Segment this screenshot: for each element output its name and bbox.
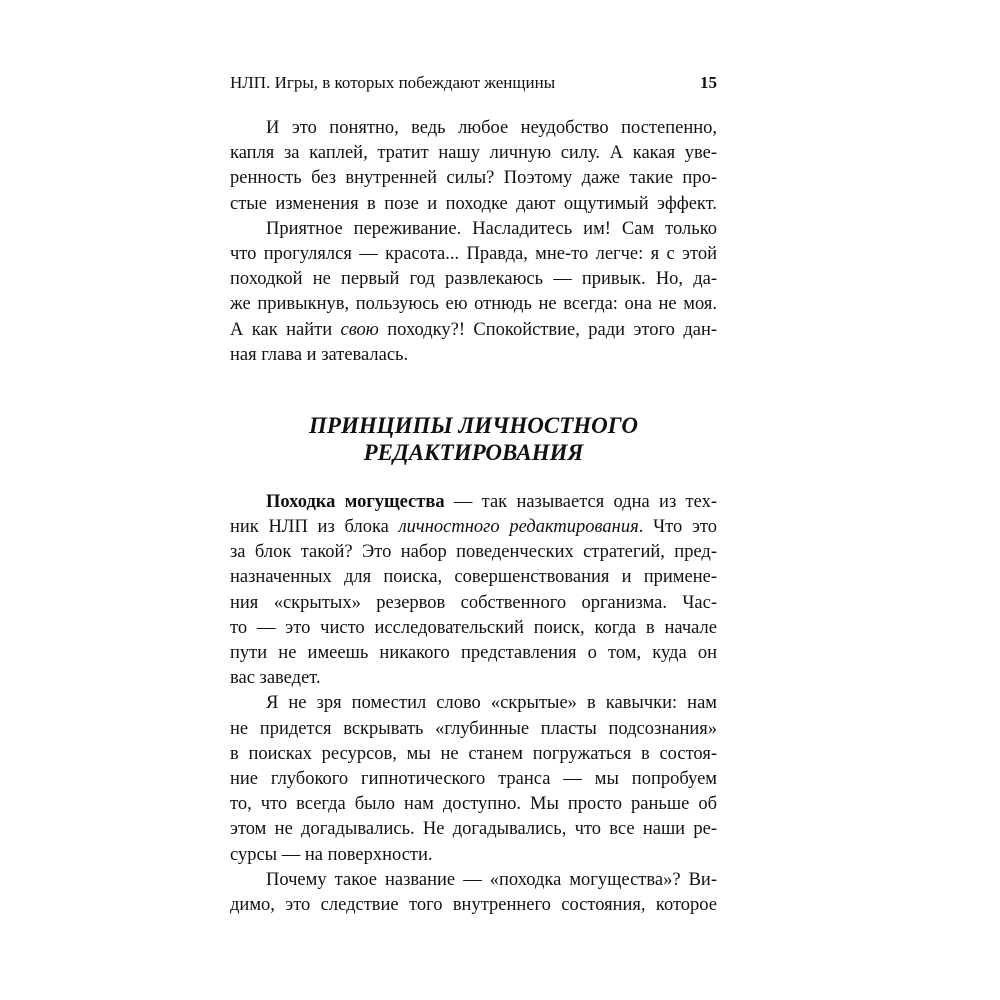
text-line: ние глубокого гипнотического транса — мы попробуем (230, 768, 717, 789)
text-line: Походка могущества — так называется одна из тех- (266, 491, 717, 512)
italic-word: свою (340, 319, 379, 340)
text-line: Я не зря поместил слово «скрытые» в кавычки: нам (266, 693, 717, 714)
body-text (230, 116, 717, 918)
text-line: пути не имеешь никакого представления о том, куда он (230, 643, 717, 663)
section-heading-line-2: РЕДАКТИРОВАНИЯ (363, 439, 584, 465)
text-line: Приятное переживание. Насладитесь им! Сам только (266, 218, 717, 239)
text-line: ная глава и затевалась. (230, 344, 409, 365)
text-line: И это понятно, ведь любое неудобство постепенно, (266, 118, 717, 138)
text-line: сурсы — на поверхности. (230, 844, 433, 865)
running-head-title: НЛП. Игры, в которых побеждают женщины (230, 73, 556, 92)
text-line: этом не догадывались. Не догадывались, что все наши ре- (230, 819, 717, 840)
text-line: Почему такое название — «походка могущества»? Ви- (266, 869, 717, 890)
text-line: А как найти свою походку?! Спокойствие, ради этого дан- (230, 319, 717, 340)
text-line: назначенных для поиска, совершенствования и примене- (230, 567, 717, 588)
paragraph-2 (230, 217, 717, 368)
section-heading (230, 412, 717, 466)
text-line: димо, это следствие того внутреннего состояния, которое (230, 894, 717, 915)
paragraph-4 (230, 691, 717, 867)
paragraph-5 (230, 868, 717, 918)
text-line: не придется вскрывать «глубинные пласты подсознания» (230, 718, 717, 739)
text-line: что прогулялся — красота... Правда, мне-то легче: я с этой (230, 243, 717, 264)
text-line: за блок такой? Это набор поведенческих стратегий, пред- (230, 542, 717, 563)
text-line: ник НЛП из блока личностного редактирования. Что это (230, 517, 717, 538)
text-line: ния «скрытых» резервов собственного организма. Час- (230, 592, 717, 613)
text-line: же привыкнув, пользуюсь ею отнюдь не всегда: она не моя. (230, 294, 717, 315)
text-line: походкой не первый год развлекаюсь — привык. Но, да- (230, 269, 717, 290)
paragraph-1 (230, 116, 717, 217)
lead-term: Походка могущества (266, 491, 445, 512)
section-heading-line-1: ПРИНЦИПЫ ЛИЧНОСТНОГО (309, 412, 638, 438)
paragraph-3 (230, 490, 717, 692)
text-line: стые изменения в позе и походке дают ощутимый эффект. (230, 193, 717, 214)
text-line: ренность без внутренней силы? Поэтому даже такие про- (230, 168, 717, 189)
text-line: вас заведет. (230, 668, 321, 689)
text-line: то, что всегда было нам доступно. Мы просто раньше об (230, 794, 717, 815)
text-line: капля за каплей, тратит нашу личную силу. А какая уве- (230, 143, 717, 164)
italic-term: личностного редактирования (398, 517, 639, 538)
text-line: в поисках ресурсов, мы не станем погружаться в состоя- (230, 743, 717, 764)
page-number: 15 (700, 73, 717, 92)
text-line: то — это чисто исследовательский поиск, когда в начале (230, 617, 717, 638)
